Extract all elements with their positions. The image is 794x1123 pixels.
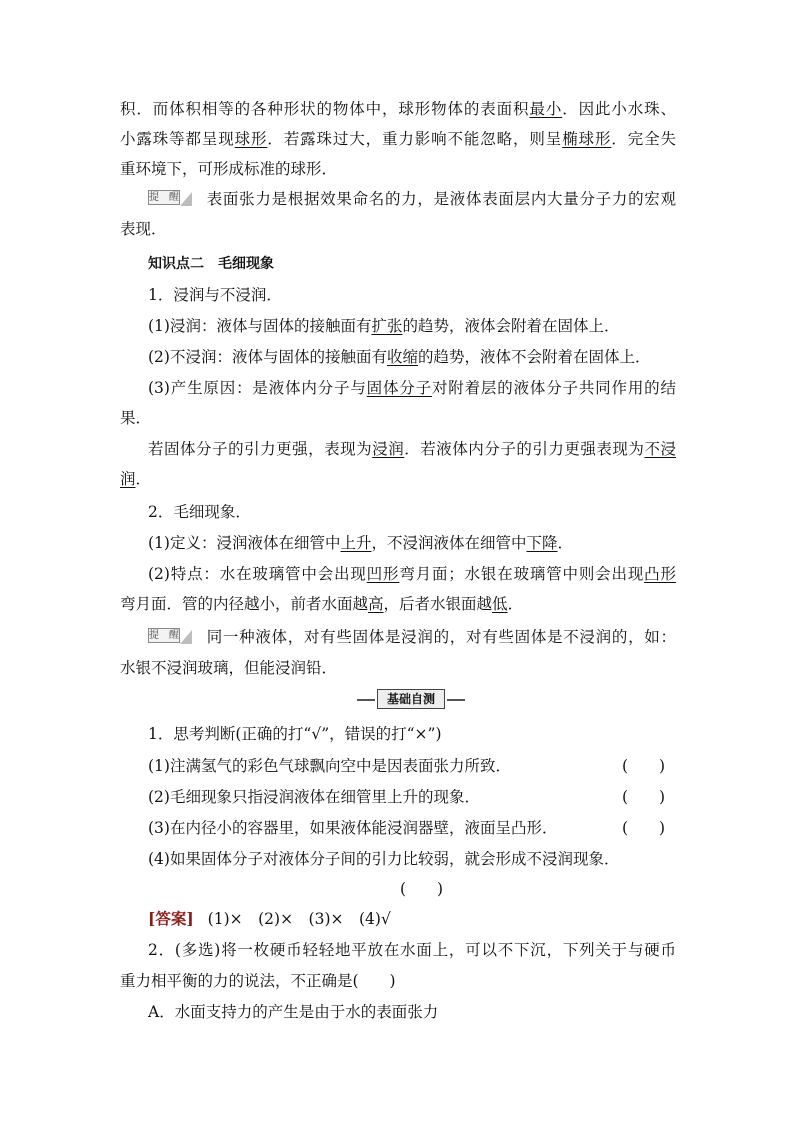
text: ，不浸润液体在细管中 xyxy=(371,534,527,552)
banner-rule-right xyxy=(447,699,465,701)
answer-blank: 高 xyxy=(368,595,384,613)
tip-badge xyxy=(148,628,194,644)
tip-line xyxy=(148,184,676,214)
question-title: 1．思考判断(正确的打“√”，错误的打“×”) xyxy=(148,725,442,743)
list-item xyxy=(148,311,676,341)
answer-blank: 凹形 xyxy=(366,565,400,583)
tip-line: 水银不浸润玻璃，但能浸润铅． xyxy=(120,659,338,677)
tip-badge-triangle xyxy=(180,630,192,644)
text: ． xyxy=(557,534,574,552)
text: 积．而体积相等的各种形状的物体中，球形物体的表面积 xyxy=(120,100,530,118)
list-item-cont xyxy=(120,589,676,619)
answer-paren: ( ) xyxy=(622,788,666,806)
answer-paren: ( ) xyxy=(622,757,666,775)
paragraph-line xyxy=(148,434,676,464)
answer-blank: 固体分子 xyxy=(366,379,432,397)
text: (3)产生原因：是液体内分子与 xyxy=(148,379,367,397)
text: 若固体分子的引力更强，表现为 xyxy=(148,440,373,458)
text: ． xyxy=(135,470,152,488)
question-line: 2．(多选)将一枚硬币轻轻地平放在水面上，可以不下沉，下列关于与硬币 xyxy=(148,941,676,959)
paragraph-line xyxy=(120,124,676,154)
subheading: 1．浸润与不浸润． xyxy=(148,286,282,304)
banner-label: 基础自测 xyxy=(377,689,445,709)
banner-rule-left xyxy=(357,699,375,701)
text: ．若液体内分子的引力更强表现为 xyxy=(404,440,645,458)
answer-blank: 最小 xyxy=(529,100,563,118)
text: (2)不浸润：液体与固体的接触面有 xyxy=(148,348,387,366)
text: ．因此小水珠、 xyxy=(562,100,676,118)
judgement-item: (2)毛细现象只指浸润液体在细管里上升的现象． xyxy=(148,788,480,806)
paragraph-line xyxy=(120,464,676,494)
list-item-cont: 果． xyxy=(120,409,152,427)
paragraph-line xyxy=(120,94,676,124)
answer-blank: 收缩 xyxy=(386,348,418,366)
answer-paren: ( ) xyxy=(622,819,666,837)
section-banner xyxy=(357,689,465,711)
answer-blank: 上升 xyxy=(340,534,372,552)
answer-tag: [答案] xyxy=(148,909,194,928)
answer-blank: 椭球形 xyxy=(562,130,612,148)
text: ．完全失 xyxy=(611,130,676,148)
answer-blank: 下降 xyxy=(526,534,558,552)
answer-blank: 球形 xyxy=(234,130,268,148)
text: (1)浸润：液体与固体的接触面有 xyxy=(148,317,372,335)
answer-text: (1)× (2)× (3)× (4)√ xyxy=(207,910,391,928)
list-item xyxy=(148,342,676,372)
question-line: 重力相平衡的力的说法，不正确是( ) xyxy=(120,972,396,990)
text: 的趋势，液体会附着在固体上． xyxy=(402,317,620,335)
text: (1)定义：浸润液体在细管中 xyxy=(148,534,341,552)
tip-badge xyxy=(148,190,194,206)
judgement-item: (1)注满氢气的彩色气球飘向空中是因表面张力所致． xyxy=(148,757,511,775)
list-item xyxy=(148,559,676,589)
answer-blank: 润 xyxy=(120,470,136,488)
text: 的趋势，液体不会附着在固体上． xyxy=(417,348,651,366)
text: 同一种液体，对有些固体是浸润的，对有些固体是不浸润的，如： xyxy=(206,628,676,646)
answer-blank: 低 xyxy=(492,595,508,613)
text: ．若露珠过大，重力影响不能忽略，则呈 xyxy=(267,130,563,148)
subheading: 2．毛细现象． xyxy=(148,503,251,521)
section-heading: 知识点二 毛细现象 xyxy=(148,256,274,272)
answer-blank: 不浸 xyxy=(644,440,676,458)
text: (2)特点：水在玻璃管中会出现 xyxy=(148,565,367,583)
text: 弯月面．管的内径越小，前者水面越 xyxy=(120,595,369,613)
text: 弯月面；水银在玻璃管中则会出现 xyxy=(399,565,645,583)
option-a: A．水面支持力的产生是由于水的表面张力 xyxy=(148,1003,439,1021)
text: ，后者水银面越 xyxy=(383,595,493,613)
paragraph-line: 重环境下，可形成标准的球形． xyxy=(120,160,338,178)
answer-line xyxy=(148,904,676,934)
tip-label: 提醒 xyxy=(149,630,179,641)
judgement-item: (4)如果固体分子对液体分子间的引力比较弱，就会形成不浸润现象． xyxy=(148,850,620,868)
text: 对附着层的液体分子共同作用的结 xyxy=(431,379,676,397)
text: 小露珠等都呈现 xyxy=(120,130,235,148)
text: ． xyxy=(507,595,524,613)
tip-line xyxy=(148,622,676,652)
answer-blank: 扩张 xyxy=(371,317,403,335)
answer-blank: 凸形 xyxy=(644,565,676,583)
tip-badge-triangle xyxy=(180,192,192,206)
list-item xyxy=(148,373,676,403)
tip-label: 提醒 xyxy=(149,192,179,203)
tip-line: 表现． xyxy=(120,220,167,238)
answer-paren: ( ) xyxy=(400,880,444,898)
text: 表面张力是根据效果命名的力，是液体表面层内大量分子力的宏观 xyxy=(206,190,676,208)
list-item xyxy=(148,528,676,558)
judgement-item: (3)在内径小的容器里，如果液体能浸润器壁，液面呈凸形． xyxy=(148,819,558,837)
answer-blank: 浸润 xyxy=(372,440,405,458)
